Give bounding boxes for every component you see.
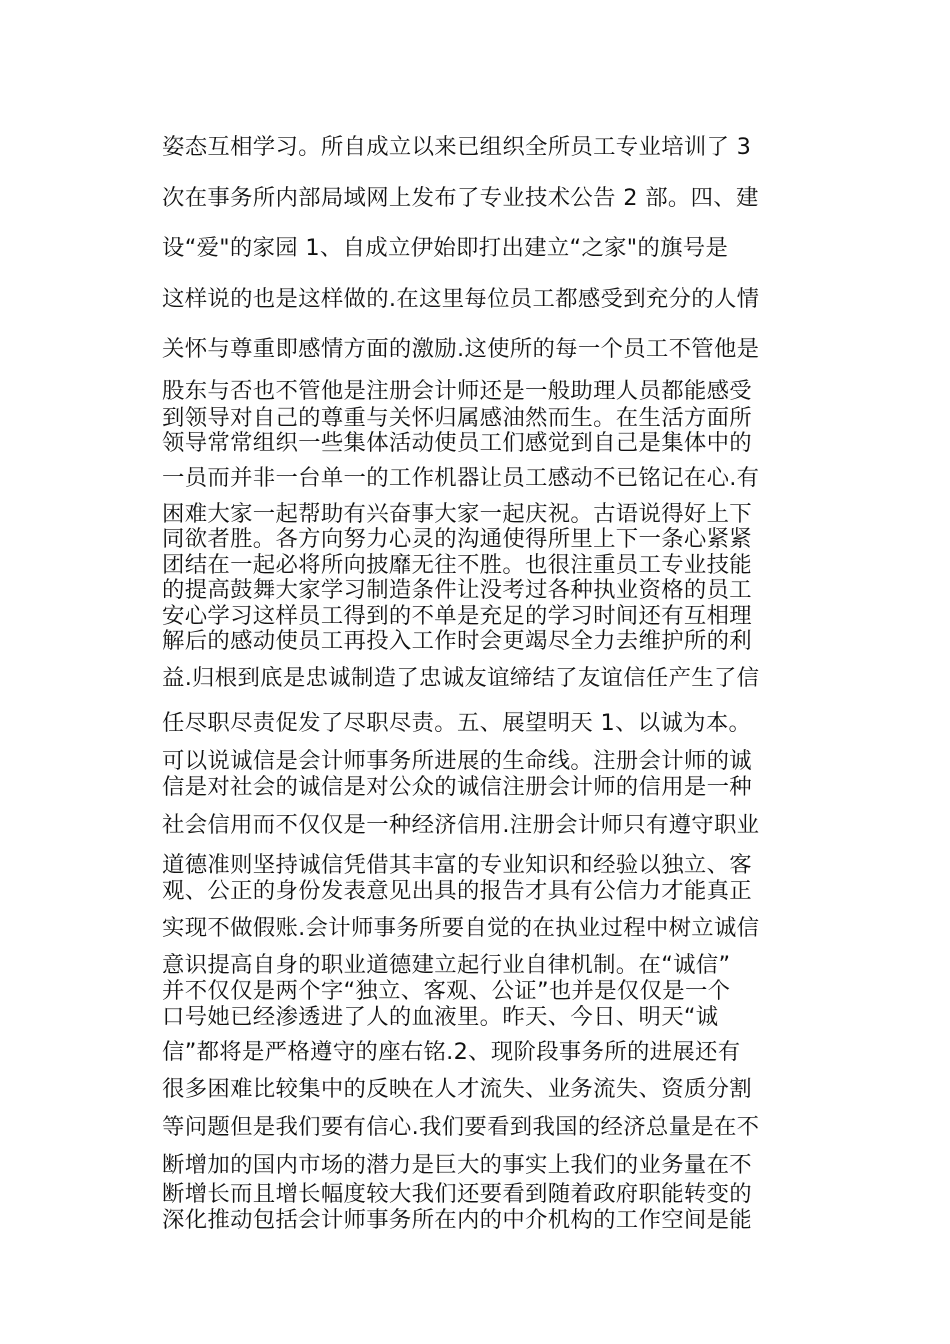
text-line: 困难大家一起帮助有兴奋事大家一起庆祝。古语说得好上下: [162, 501, 752, 527]
text-line: 一员而并非一台单一的工作机器让员工感动不已铭记在心.有: [162, 465, 760, 491]
text-line: 很多困难比较集中的反映在人才流失、业务流失、资质分割: [162, 1076, 752, 1102]
text-line: 可以说诚信是会计师事务所进展的生命线。注册会计师的诚: [162, 748, 752, 774]
text-line: 关怀与尊重即感情方面的激励.这使所的每一个员工不管他是: [162, 336, 760, 362]
text-line: 信”都将是严格遵守的座右铭.2、现阶段事务所的进展还有: [162, 1039, 741, 1065]
text-line: 的提高鼓舞大家学习制造条件让没考过各种执业资格的员工: [162, 577, 752, 603]
text-line: 深化推动包括会计师事务所在内的中介机构的工作空间是能: [162, 1207, 752, 1233]
text-line: 道德准则坚持诚信凭借其丰富的专业知识和经验以独立、客: [162, 852, 752, 878]
text-line: 并不仅仅是两个字“独立、客观、公证”也并是仅仅是一个: [162, 978, 731, 1004]
text-line: 意识提高自身的职业道德建立起行业自律机制。在“诚信”: [162, 952, 731, 978]
text-line: 实现不做假账.会计师事务所要自觉的在执业过程中树立诚信: [162, 915, 760, 941]
text-line: 观、公正的身份发表意见出具的报告才具有公信力才能真正: [162, 878, 752, 904]
text-line: 等问题但是我们要有信心.我们要看到我国的经济总量是在不: [162, 1114, 760, 1140]
text-line: 次在事务所内部局域网上发布了专业技术公告 2 部。四、建: [162, 185, 759, 211]
text-line: 信是对社会的诚信是对公众的诚信注册会计师的信用是一种: [162, 774, 752, 800]
text-line: 领导常常组织一些集体活动使员工们感觉到自己是集体中的: [162, 430, 752, 456]
text-line: 安心学习这样员工得到的不单是充足的学习时间还有互相理: [162, 603, 752, 629]
text-line: 姿态互相学习。所自成立以来已组织全所员工专业培训了 3: [162, 134, 752, 160]
text-line: 这样说的也是这样做的.在这里每位员工都感受到充分的人情: [162, 286, 760, 312]
text-line: 任尽职尽责促发了尽职尽责。五、展望明天 1、以诚为本。: [162, 710, 752, 736]
text-line: 益.归根到底是忠诚制造了忠诚友谊缔结了友谊信任产生了信: [162, 665, 760, 691]
text-line: 设“爱"的家园 1、自成立伊始即打出建立“之家"的旗号是: [162, 235, 729, 261]
text-line: 社会信用而不仅仅是一种经济信用.注册会计师只有遵守职业: [162, 812, 760, 838]
text-line: 断增加的国内市场的潜力是巨大的事实上我们的业务量在不: [162, 1152, 752, 1178]
text-line: 到领导对自己的尊重与关怀归属感油然而生。在生活方面所: [162, 405, 752, 431]
text-line: 断增长而且增长幅度较大我们还要看到随着政府职能转变的: [162, 1181, 752, 1207]
text-line: 口号她已经渗透进了人的血液里。昨天、今日、明天“诚: [162, 1004, 719, 1030]
text-line: 股东与否也不管他是注册会计师还是一般助理人员都能感受: [162, 378, 752, 404]
text-line: 解后的感动使员工再投入工作时会更竭尽全力去维护所的利: [162, 628, 752, 654]
text-line: 同欲者胜。各方向努力心灵的沟通使得所里上下一条心紧紧: [162, 526, 752, 552]
text-line: 团结在一起必将所向披靡无往不胜。也很注重员工专业技能: [162, 552, 752, 578]
